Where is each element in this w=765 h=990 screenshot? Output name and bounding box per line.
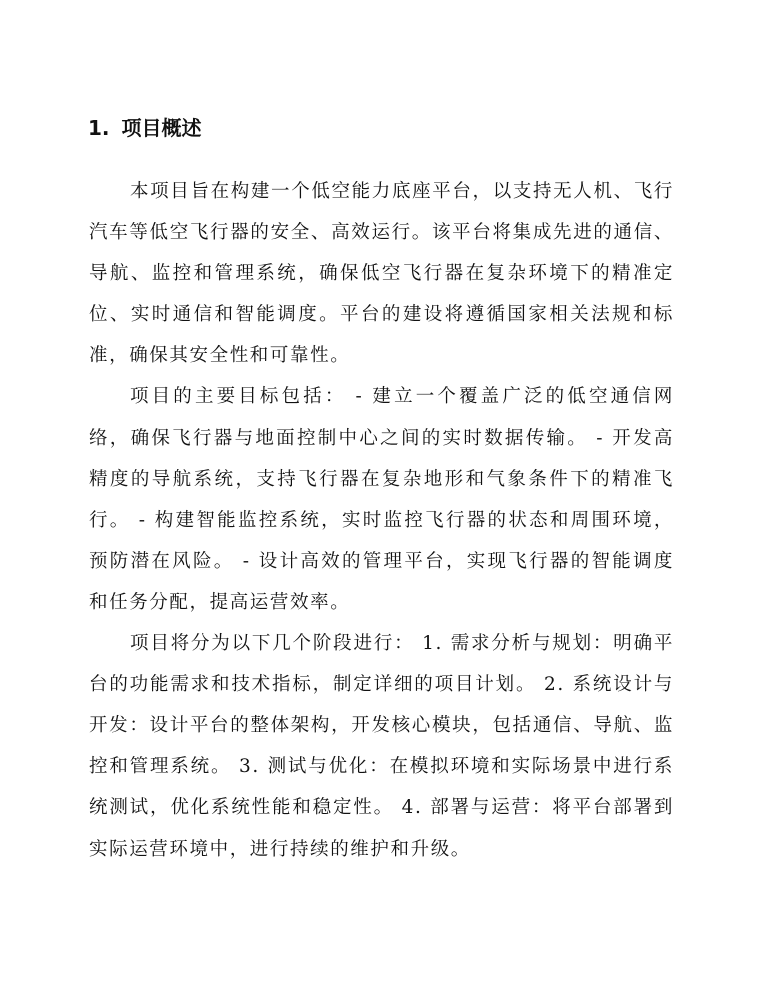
- paragraph-phases: 项目将分为以下几个阶段进行： 1. 需求分析与规划：明确平台的功能需求和技术指标，制定详细的项目计划。 2. 系统设计与开发：设计平台的整体架构，开发核心模块，包括通信、导航、监控和管理系统。 3. 测试与优化：在模拟环境和实际场景中进行系统测试，优化系统性能和稳定性。 4. 部署与运营：将平台部署到实际运营环境中，进行持续的维护和升级。: [89, 633, 674, 860]
- section-number: 1.: [88, 116, 110, 140]
- section-heading: [88, 113, 202, 143]
- section-title: 项目概述: [121, 116, 202, 140]
- section-body: [89, 171, 674, 870]
- paragraph-goals: 项目的主要目标包括： - 建立一个覆盖广泛的低空通信网络，确保飞行器与地面控制中心之间的实时数据传输。 - 开发高精度的导航系统，支持飞行器在复杂地形和气象条件下的精准飞行。 - 构建智能监控系统，实时监控飞行器的状态和周围环境，预防潜在风险。 - 设计高效的管理平台，实现飞行器的智能调度和任务分配，提高运营效率。: [89, 386, 674, 613]
- paragraph-overview: 本项目旨在构建一个低空能力底座平台，以支持无人机、飞行汽车等低空飞行器的安全、高效运行。该平台将集成先进的通信、导航、监控和管理系统，确保低空飞行器在复杂环境下的精准定位、实时通信和智能调度。平台的建设将遵循国家相关法规和标准，确保其安全性和可靠性。: [89, 181, 674, 367]
